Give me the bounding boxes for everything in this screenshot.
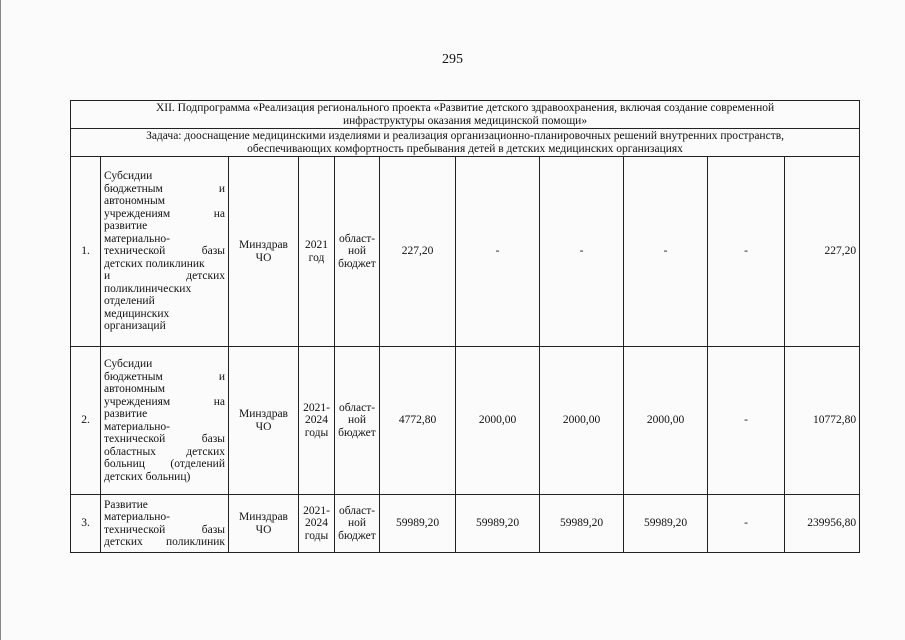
- description-line: технической базы: [104, 245, 225, 258]
- description-line: детских поликлиник: [104, 257, 205, 270]
- description-line: поликлинических: [104, 282, 192, 295]
- source-line: област-: [338, 504, 376, 517]
- period-line: 2024: [305, 414, 328, 427]
- value-cell: 2000,00: [540, 347, 624, 495]
- row-number: 3.: [71, 495, 101, 553]
- period-line: годы: [304, 529, 329, 542]
- value-cell: -: [624, 157, 708, 347]
- period-line: 2021-: [303, 401, 330, 414]
- source-line: област-: [338, 401, 376, 414]
- task-header-row: [71, 129, 860, 157]
- description-line: материально-: [104, 232, 170, 245]
- description-line: больниц (отделений: [104, 458, 225, 470]
- row-number: 2.: [71, 347, 101, 495]
- description-line: Субсидии: [104, 170, 153, 183]
- source-line: област-: [338, 232, 376, 245]
- row-description: [101, 495, 229, 553]
- source-line: бюджет: [338, 529, 376, 542]
- value-cell: 59989,20: [456, 495, 540, 553]
- period-cell: [299, 347, 335, 495]
- row-description: [101, 157, 229, 347]
- period-line: 2021-: [303, 504, 330, 517]
- section-header-line-2: инфраструктуры оказания медицинской помощи»: [343, 114, 588, 127]
- task-header-cell: [71, 129, 860, 157]
- row-number: 1.: [71, 157, 101, 347]
- source-line: ной: [347, 245, 367, 258]
- description-line: развитие: [104, 408, 148, 420]
- description-line: материально-: [104, 511, 170, 523]
- period-line: годы: [304, 426, 329, 439]
- value-cell: -: [456, 157, 540, 347]
- table-row: [71, 347, 860, 495]
- value-cell: -: [708, 347, 785, 495]
- value-cell: -: [540, 157, 624, 347]
- executor-line: ЧО: [255, 251, 272, 264]
- task-header-line-2: обеспечивающих комфортность пребывания детей в детских медицинских организациях: [247, 142, 683, 155]
- description-line: Развитие: [104, 498, 148, 511]
- description-line: бюджетным и: [104, 182, 225, 195]
- period-line: 2021: [305, 239, 328, 251]
- value-cell: 59989,20: [540, 495, 624, 553]
- period-line: 2024: [305, 517, 328, 530]
- total-cell: 239956,80: [785, 495, 860, 553]
- description-line: развитие: [104, 220, 148, 233]
- period-line: год: [308, 251, 325, 264]
- executor-line: Минздрав: [238, 408, 288, 420]
- value-cell: 2000,00: [624, 347, 708, 495]
- executor-line: ЧО: [255, 523, 272, 536]
- value-cell: -: [708, 157, 785, 347]
- value-cell: 4772,80: [380, 347, 456, 495]
- page-edge-rule: [0, 0, 1, 640]
- source-line: ной: [347, 517, 367, 530]
- period-cell: [299, 495, 335, 553]
- table-row: [71, 157, 860, 347]
- executor-cell: [229, 495, 299, 553]
- executor-line: Минздрав: [238, 239, 288, 251]
- description-line: учреждениям на: [104, 395, 225, 408]
- description-line: детских поликлиник: [104, 536, 225, 548]
- description-line: технической базы: [104, 523, 225, 536]
- period-cell: [299, 157, 335, 347]
- executor-line: Минздрав: [238, 511, 288, 523]
- description-line: материально-: [104, 420, 170, 433]
- description-line: технической базы: [104, 433, 225, 445]
- value-cell: 227,20: [380, 157, 456, 347]
- description-line: учреждениям на: [104, 207, 225, 220]
- source-cell: [335, 157, 380, 347]
- section-header-cell: [71, 101, 860, 129]
- source-cell: [335, 495, 380, 553]
- description-line: отделений: [104, 295, 155, 308]
- description-line: организаций: [104, 320, 166, 333]
- description-line: областных детских: [104, 445, 225, 458]
- description-line: медицинских: [104, 307, 170, 320]
- executor-line: ЧО: [255, 420, 272, 433]
- row-description: [101, 347, 229, 495]
- program-table: [70, 100, 860, 553]
- table-row: [71, 495, 860, 553]
- value-cell: 59989,20: [380, 495, 456, 553]
- section-header-row: [71, 101, 860, 129]
- task-header-line-1: Задача: дооснащение медицинскими изделиями и реализация организационно-планировочных решений внутренних пространств,: [146, 130, 785, 142]
- value-cell: 2000,00: [456, 347, 540, 495]
- total-cell: 10772,80: [785, 347, 860, 495]
- source-line: бюджет: [338, 257, 376, 270]
- description-line: и детских: [104, 270, 225, 283]
- value-cell: -: [708, 495, 785, 553]
- executor-cell: [229, 157, 299, 347]
- section-header-line-1: XII. Подпрограмма «Реализация регионального проекта «Развитие детского здравоохранения, включая создание современной: [155, 102, 775, 114]
- total-cell: 227,20: [785, 157, 860, 347]
- source-line: бюджет: [338, 426, 376, 439]
- executor-cell: [229, 347, 299, 495]
- page-number: 295: [442, 52, 463, 67]
- description-line: автономным: [104, 195, 165, 208]
- value-cell: 59989,20: [624, 495, 708, 553]
- description-line: бюджетным и: [104, 370, 225, 383]
- description-line: Субсидии: [104, 358, 153, 370]
- description-line: детских больниц): [104, 470, 191, 483]
- source-cell: [335, 347, 380, 495]
- description-line: автономным: [104, 383, 165, 395]
- source-line: ной: [347, 414, 367, 427]
